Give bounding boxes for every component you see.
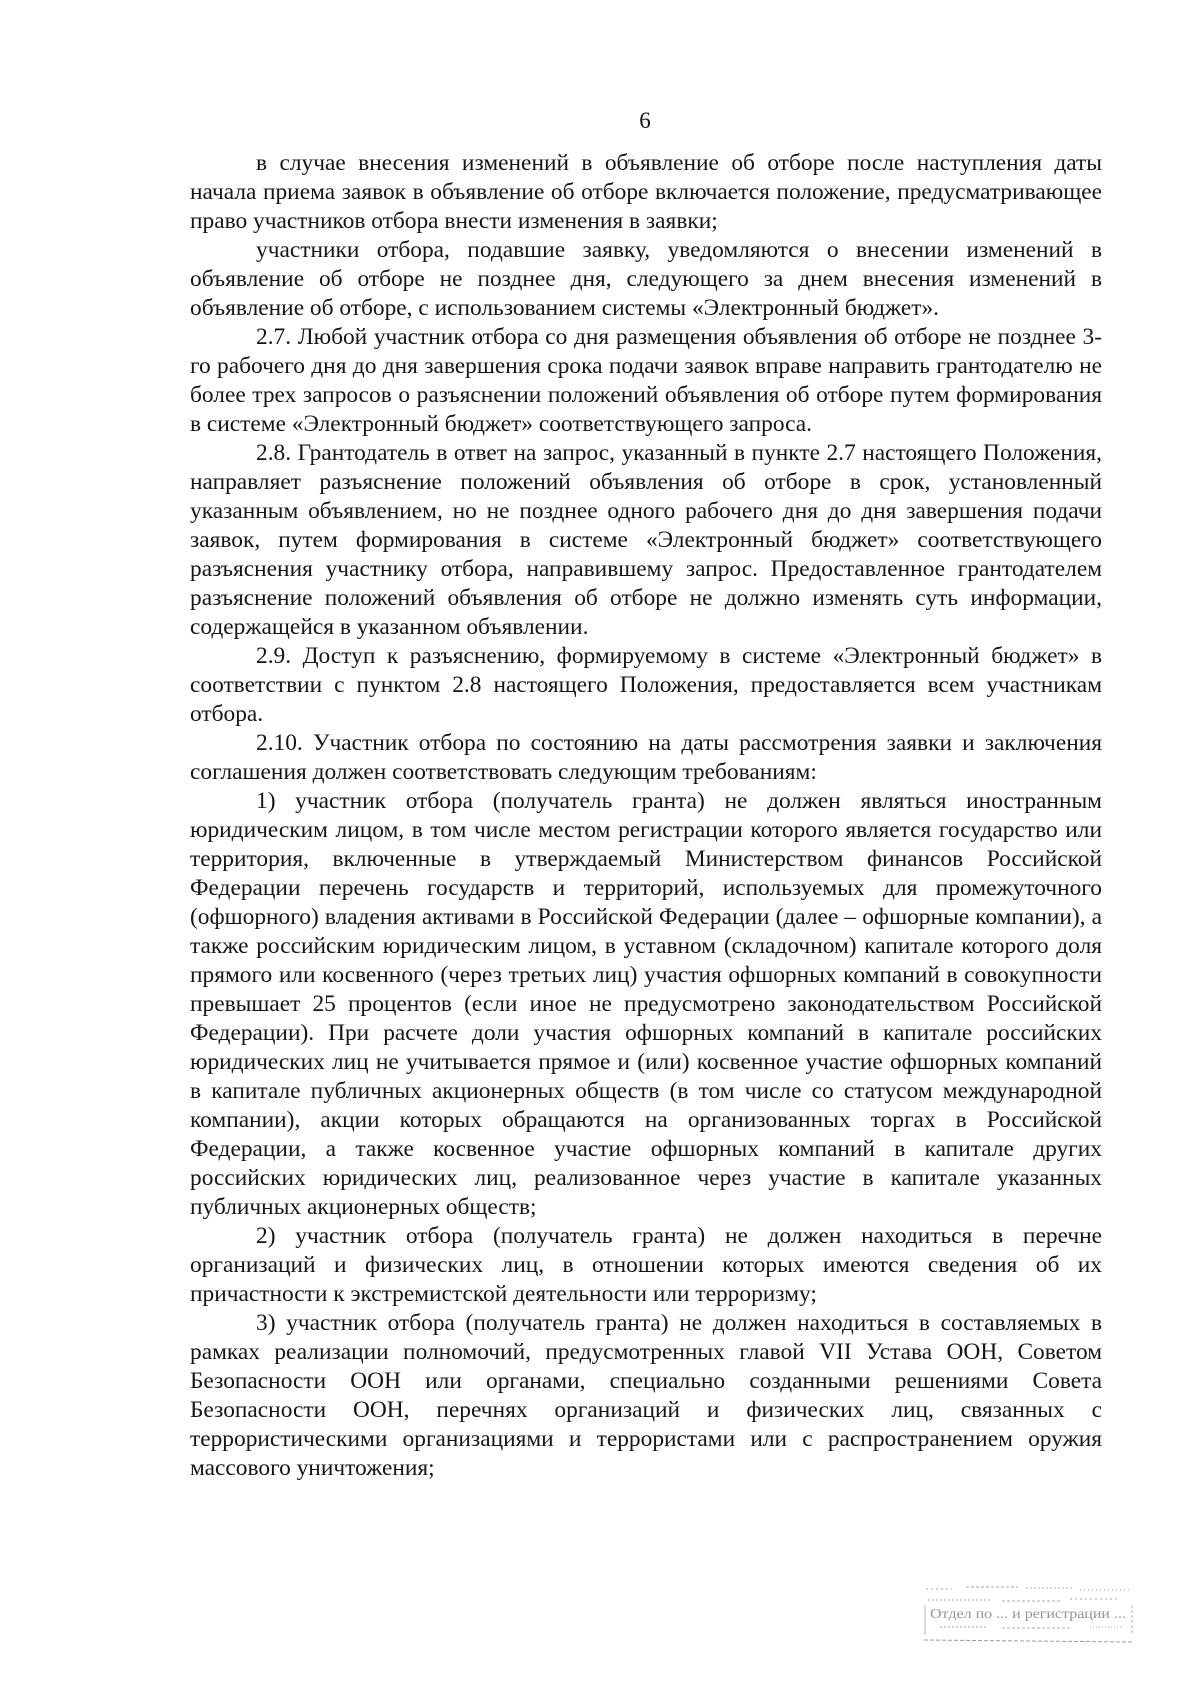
paragraph-participants-notified: участники отбора, подавшие заявку, уведомляются о внесении изменений в объявление об отборе не позднее дня, следующего за днем внесения изменений в объявление об отборе, с использованием системы «Электронный бюджет».: [190, 237, 1102, 321]
paragraph-changes-in-announcement: в случае внесения изменений в объявление об отборе после наступления даты начала приема заявок в объявление об отборе включается положение, предусматривающее право участников отбора внести изменения в заявки;: [190, 150, 1102, 234]
requirement-2-extremism-list: 2) участник отбора (получатель гранта) не должен находиться в перечне организаций и физических лиц, в отношении которых имеются сведения об их причастности к экстремистской деятельности или терроризму;: [190, 1223, 1102, 1307]
page-number: 6: [639, 108, 651, 133]
document-body: [190, 149, 1102, 1483]
svg-text:Отдел по ... и регистрации ...: Отдел по ... и регистрации ...: [930, 1607, 1126, 1622]
paragraph-2-8: 2.8. Грантодатель в ответ на запрос, указанный в пункте 2.7 настоящего Положения, направляет разъяснение положений объявления об отборе в срок, установленный указанным объявлением, но не позднее одного рабочего дня до дня завершения подачи заявок, путем формирования в системе «Электронный бюджет» соответствующего разъяснения участнику отбора, направившему запрос. Предоставленное грантодателем разъяснение положений объявления об отборе не должно изменять суть информации, содержащейся в указанном объявлении.: [190, 440, 1102, 640]
requirement-3-un-lists: 3) участник отбора (получатель гранта) не должен находиться в составляемых в рамках реализации полномочий, предусмотренных главой VII Устава ООН, Советом Безопасности ООН или органами, специально созданными решениями Совета Безопасности ООН, перечнях организаций и физических лиц, связанных с террористическими организациями и террористами или с распространением оружия массового уничтожения;: [190, 1310, 1102, 1481]
paragraph-2-7: 2.7. Любой участник отбора со дня размещения объявления об отборе не позднее 3-го рабочего дня до дня завершения срока подачи заявок вправе направить грантодателю не более трех запросов о разъяснении положений объявления об отборе путем формирования в системе «Электронный бюджет» соответствующего запроса.: [190, 324, 1102, 437]
paragraph-2-9: 2.9. Доступ к разъяснению, формируемому в системе «Электронный бюджет» в соответствии с пунктом 2.8 настоящего Положения, предоставляется всем участникам отбора.: [190, 643, 1102, 727]
paragraph-2-10: 2.10. Участник отбора по состоянию на даты рассмотрения заявки и заключения соглашения должен соответствовать следующим требованиям:: [190, 730, 1102, 785]
requirement-1-offshore: 1) участник отбора (получатель гранта) не должен являться иностранным юридическим лицом, в том числе местом регистрации которого является государство или территория, включенные в утверждаемый Министерством финансов Российской Федерации перечень государств и территорий, используемых для промежуточного (офшорного) владения активами в Российской Федерации (далее – офшорные компании), а также российским юридическим лицом, в уставном (складочном) капитале которого доля прямого или косвенного (через третьих лиц) участия офшорных компаний в совокупности превышает 25 процентов (если иное не предусмотрено законодательством Российской Федерации). При расчете доли участия офшорных компаний в капитале российских юридических лиц не учитывается прямое и (или) косвенное участие офшорных компаний в капитале публичных акционерных обществ (в том числе со статусом международной компании), акции которых обращаются на организованных торгах в Российской Федерации, а также косвенное участие офшорных компаний в капитале других российских юридических лиц, реализованное через участие в капитале указанных публичных акционерных обществ;: [190, 788, 1102, 1220]
registration-stamp: [922, 1583, 1136, 1651]
